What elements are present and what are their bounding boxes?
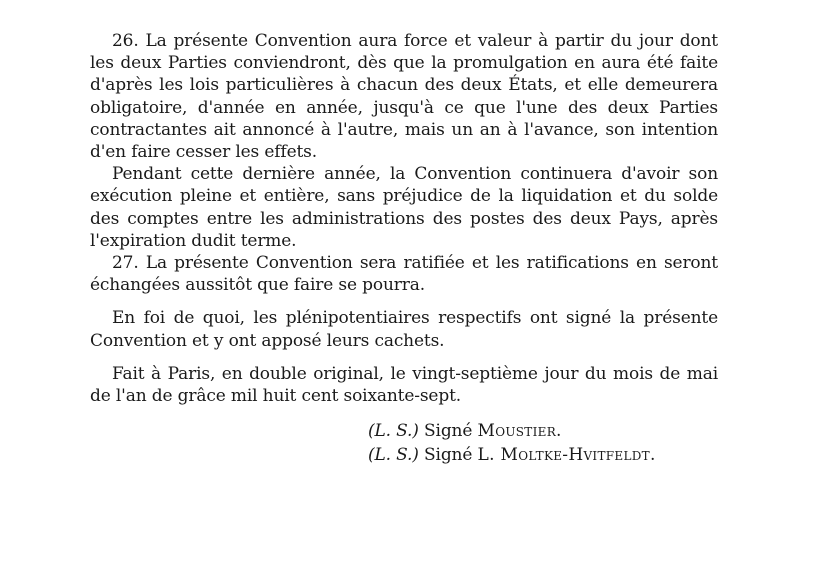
seal-mark: (L. S.) bbox=[368, 445, 419, 466]
seal-mark: (L. S.) bbox=[368, 421, 419, 442]
article-27 bbox=[90, 252, 718, 296]
signed-label: Signé bbox=[424, 421, 473, 442]
article-number: 26. bbox=[112, 31, 139, 51]
article-number: 27. bbox=[112, 253, 139, 274]
article-26-continued: Pendant cette dernière année, la Convention continuera d'avoir son exécution pleine et entière, sans préjudice de la liquidation et du solde des comptes entre les administrations des postes des deux Pays, après l'expiration dudit terme. bbox=[90, 164, 718, 251]
signatory-name: L. Moltke-Hvitfeldt. bbox=[477, 445, 656, 466]
signatory-name: Moustier. bbox=[477, 421, 562, 442]
article-text: La présente Convention aura force et valeur à partir du jour dont les deux Parties conviendront, dès que la promulgation en aura été faite d'après les lois particulières à chacun des deux États, et elle demeurera obligatoire, d'année en année, jusqu'à ce que l'une des deux Parties contractantes ait annoncé à l'autre, mais un an à l'avance, son intention d'en faire cesser les effets. bbox=[90, 31, 718, 163]
signature-line bbox=[368, 419, 718, 443]
attestation-paragraph: En foi de quoi, les plénipotentiaires respectifs ont signé la présente Convention et y ont apposé leurs cachets. bbox=[90, 308, 718, 351]
signature-line bbox=[368, 443, 718, 467]
date-place-paragraph: Fait à Paris, en double original, le vingt-septième jour du mois de mai de l'an de grâce mil huit cent soixante-sept. bbox=[90, 363, 718, 407]
signature-block bbox=[90, 419, 718, 467]
article-26 bbox=[90, 30, 718, 163]
article-text: La présente Convention sera ratifiée et les ratifications en seront échangées aussitôt que faire se pourra. bbox=[90, 253, 718, 296]
signed-label: Signé bbox=[424, 445, 473, 466]
document-page bbox=[90, 30, 718, 467]
